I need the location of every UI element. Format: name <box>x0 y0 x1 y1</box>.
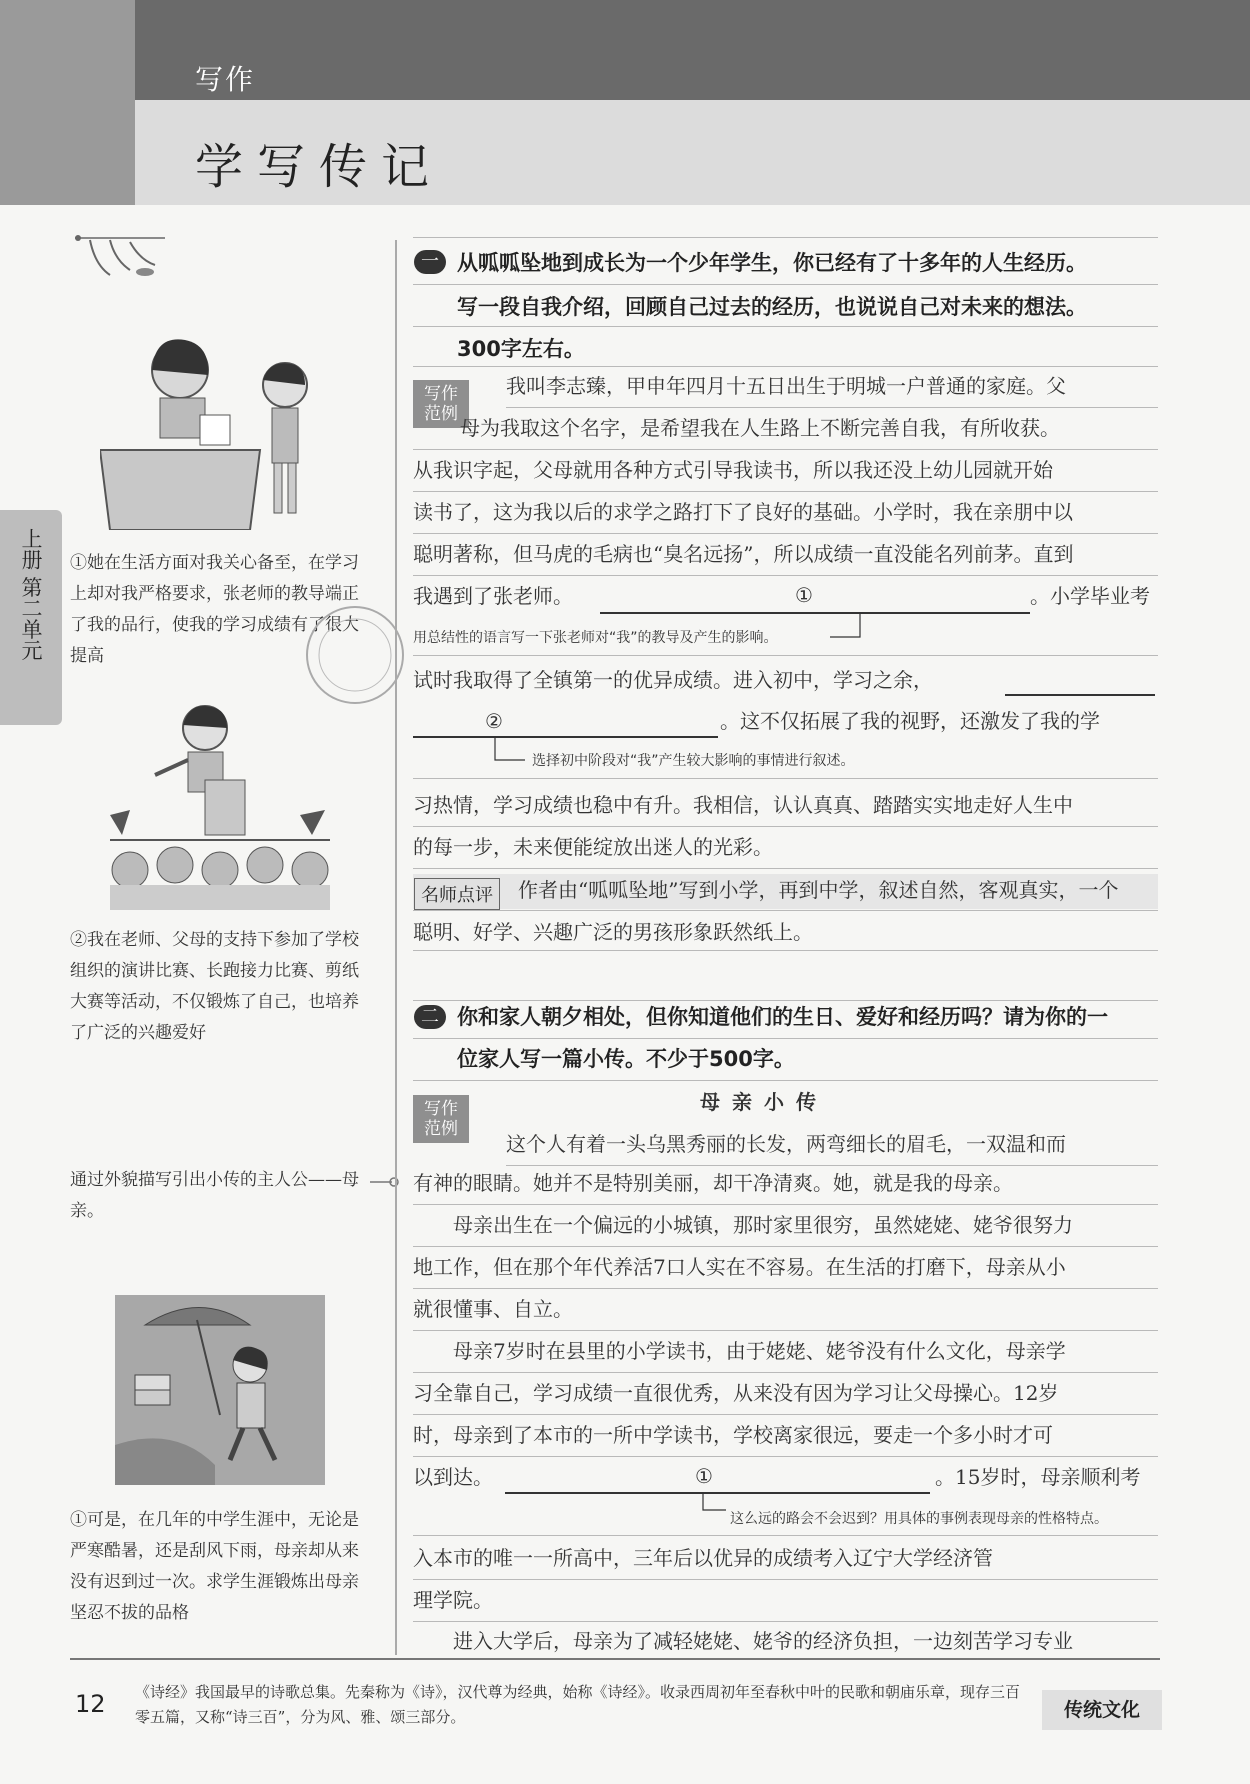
rule <box>413 910 1158 911</box>
q1-paragraph-line-4: 读书了，这为我以后的求学之路打下了良好的基础。小学时，我在亲朋中以 <box>413 500 1073 524</box>
rule <box>413 1080 1158 1081</box>
essay-title: 母亲小传 <box>700 1090 828 1114</box>
question-2-line-1: 你和家人朝夕相处，但你知道他们的生日、爱好和经历吗？请为你的一 <box>457 1005 1108 1029</box>
q2-paragraph-line-9b: 。15岁时，母亲顺利考 <box>935 1465 1141 1489</box>
sample-tag-2: 写作范例 <box>413 1095 469 1143</box>
page-number: 12 <box>75 1690 106 1718</box>
hint-connector-icon-3 <box>698 1492 728 1518</box>
q1-paragraph-line-6a: 我遇到了张老师。 <box>413 584 573 608</box>
hint-2: 选择初中阶段对“我”产生较大影响的事情进行叙述。 <box>532 753 855 769</box>
volume-unit-label: 上册 第二单元 <box>19 528 43 661</box>
speech-contest-illustration <box>100 700 340 910</box>
teacher-student-illustration <box>100 330 320 530</box>
question-1-line-2: 写一段自我介绍，回顾自己过去的经历，也说说自己对未来的想法。 <box>457 295 1087 319</box>
question-1-badge: 一 <box>414 250 446 274</box>
question-2-badge: 二 <box>414 1005 446 1029</box>
volume-unit-tab <box>0 510 62 725</box>
hint-connector-icon <box>830 612 865 642</box>
q1-paragraph-line-6b: 。小学毕业考 <box>1030 584 1150 608</box>
question-1-line-3: 300字左右。 <box>457 337 585 361</box>
hint-connector-icon-2 <box>490 738 530 768</box>
review-tag: 名师点评 <box>414 878 500 910</box>
rule <box>413 326 1158 327</box>
margin-note-1: ①她在生活方面对我关心备至，在学习上却对我严格要求，张老师的教导端正了我的品行，使我的学习成绩有了很大提高 <box>70 553 359 666</box>
hint-3: 这么远的路会不会迟到？用具体的事例表现母亲的性格特点。 <box>730 1511 1108 1527</box>
umbrella-rain-illustration <box>115 1295 325 1485</box>
question-1-line-1: 从呱呱坠地到成长为一个少年学生，你已经有了十多年的人生经历。 <box>457 251 1087 275</box>
q2-paragraph-line-3: 母亲出生在一个偏远的小城镇，那时家里很穷，虽然姥姥、姥爷很努力 <box>453 1213 1073 1237</box>
column-divider <box>395 240 397 1655</box>
rule <box>413 778 1158 779</box>
q2-paragraph-line-12: 进入大学后，母亲为了减轻姥姥、姥爷的经济负担，一边刻苦学习专业 <box>453 1629 1073 1653</box>
fill-blank-2-start[interactable] <box>1005 692 1155 696</box>
q2-paragraph-line-6: 母亲7岁时在县里的小学读书，由于姥姥、姥爷没有什么文化，母亲学 <box>453 1339 1066 1363</box>
margin-note-4: ①可是，在几年的中学生涯中，无论是严寒酷暑，还是刮风下雨，母亲却从来没有迟到过一次。求学生涯锻炼出母亲坚忍不拔的品格 <box>70 1510 359 1623</box>
rule <box>413 1535 1158 1536</box>
q2-paragraph-line-10: 入本市的唯一一所高中，三年后以优异的成绩考入辽宁大学经济管 <box>413 1546 993 1570</box>
page-title: 学写传记 <box>195 139 444 195</box>
q1-paragraph-line-5: 聪明著称，但马虎的毛病也“臭名远扬”，所以成绩一直没能名列前茅。直到 <box>413 542 1074 566</box>
rule <box>413 655 1158 656</box>
rule <box>413 950 1158 951</box>
sample-tag-1: 写作范例 <box>413 380 469 428</box>
q2-paragraph-line-4: 地工作，但在那个年代养活7口人实在不容易。在生活的打磨下，母亲从小 <box>413 1255 1066 1279</box>
q1-paragraph-line-1: 我叫李志臻，甲申年四月十五日出生于明城一户普通的家庭。父 <box>506 374 1066 398</box>
q2-paragraph-line-8: 时，母亲到了本市的一所中学读书，学校离家很远，要走一个多小时才可 <box>413 1423 1053 1447</box>
footer-category-tag: 传统文化 <box>1042 1690 1162 1730</box>
fill-blank-1-number: ① <box>795 583 813 607</box>
q2-paragraph-line-2: 有神的眼睛。她并不是特别美丽，却干净清爽。她，就是我的母亲。 <box>413 1171 1013 1195</box>
rule <box>413 868 1158 869</box>
q1-paragraph-line-2: 母为我取这个名字，是希望我在人生路上不断完善自我，有所收获。 <box>460 416 1060 440</box>
rule-top <box>413 237 1158 238</box>
fill-blank-3-number: ① <box>695 1464 713 1488</box>
q1-paragraph-line-9: 习热情，学习成绩也稳中有升。我相信，认认真真、踏踏实实地走好人生中 <box>413 793 1073 817</box>
margin-note-3: 通过外貌描写引出小传的主人公——母亲。 <box>70 1170 359 1221</box>
fill-blank-2[interactable] <box>413 734 718 738</box>
q2-paragraph-line-9a: 以到达。 <box>413 1465 493 1489</box>
review-line-2: 聪明、好学、兴趣广泛的男孩形象跃然纸上。 <box>413 920 813 944</box>
footer-divider <box>70 1658 1160 1660</box>
hint-1: 用总结性的语言写一下张老师对“我”的教导及产生的影响。 <box>413 630 778 646</box>
q2-paragraph-line-7: 习全靠自己，学习成绩一直很优秀，从来没有因为学习让父母操心。12岁 <box>413 1381 1059 1405</box>
footer-note: 《诗经》我国最早的诗歌总集。先秦称为《诗》，汉代尊为经典，始称《诗经》。收录西周初年至春秋中叶的民歌和朝庙乐章，现存三百零五篇，又称“诗三百”，分为风、雅、颂三部分。 <box>135 1683 1021 1726</box>
q2-paragraph-line-5: 就很懂事、自立。 <box>413 1297 573 1321</box>
q1-paragraph-line-7: 试时我取得了全镇第一的优异成绩。进入初中，学习之余， <box>413 668 933 692</box>
stamp-watermark-icon <box>300 600 410 710</box>
header-dark-strip <box>135 0 1250 100</box>
q2-paragraph-line-11: 理学院。 <box>413 1588 493 1612</box>
q2-paragraph-line-1: 这个人有着一头乌黑秀丽的长发，两弯细长的眉毛，一双温和而 <box>506 1132 1066 1156</box>
q1-paragraph-line-8b: 。这不仅拓展了我的视野，还激发了我的学 <box>720 709 1100 733</box>
rule <box>413 284 1158 285</box>
section-label: 写作 <box>195 63 256 96</box>
fill-blank-2-number: ② <box>485 709 503 733</box>
q1-paragraph-line-3: 从我识字起，父母就用各种方式引导我读书，所以我还没上幼儿园就开始 <box>413 458 1053 482</box>
review-line-1: 作者由“呱呱坠地”写到小学，再到中学，叙述自然，客观真实，一个 <box>518 878 1119 902</box>
q1-paragraph-line-10: 的每一步，未来便能绽放出迷人的光彩。 <box>413 835 773 859</box>
question-2-line-2: 位家人写一篇小传。不少于500字。 <box>457 1047 795 1071</box>
margin-note-2: ②我在老师、父母的支持下参加了学校组织的演讲比赛、长跑接力比赛、剪纸大赛等活动，不仅锻炼了自己，也培养了广泛的兴趣爱好 <box>70 930 359 1043</box>
leaf-decoration-icon <box>70 230 170 285</box>
